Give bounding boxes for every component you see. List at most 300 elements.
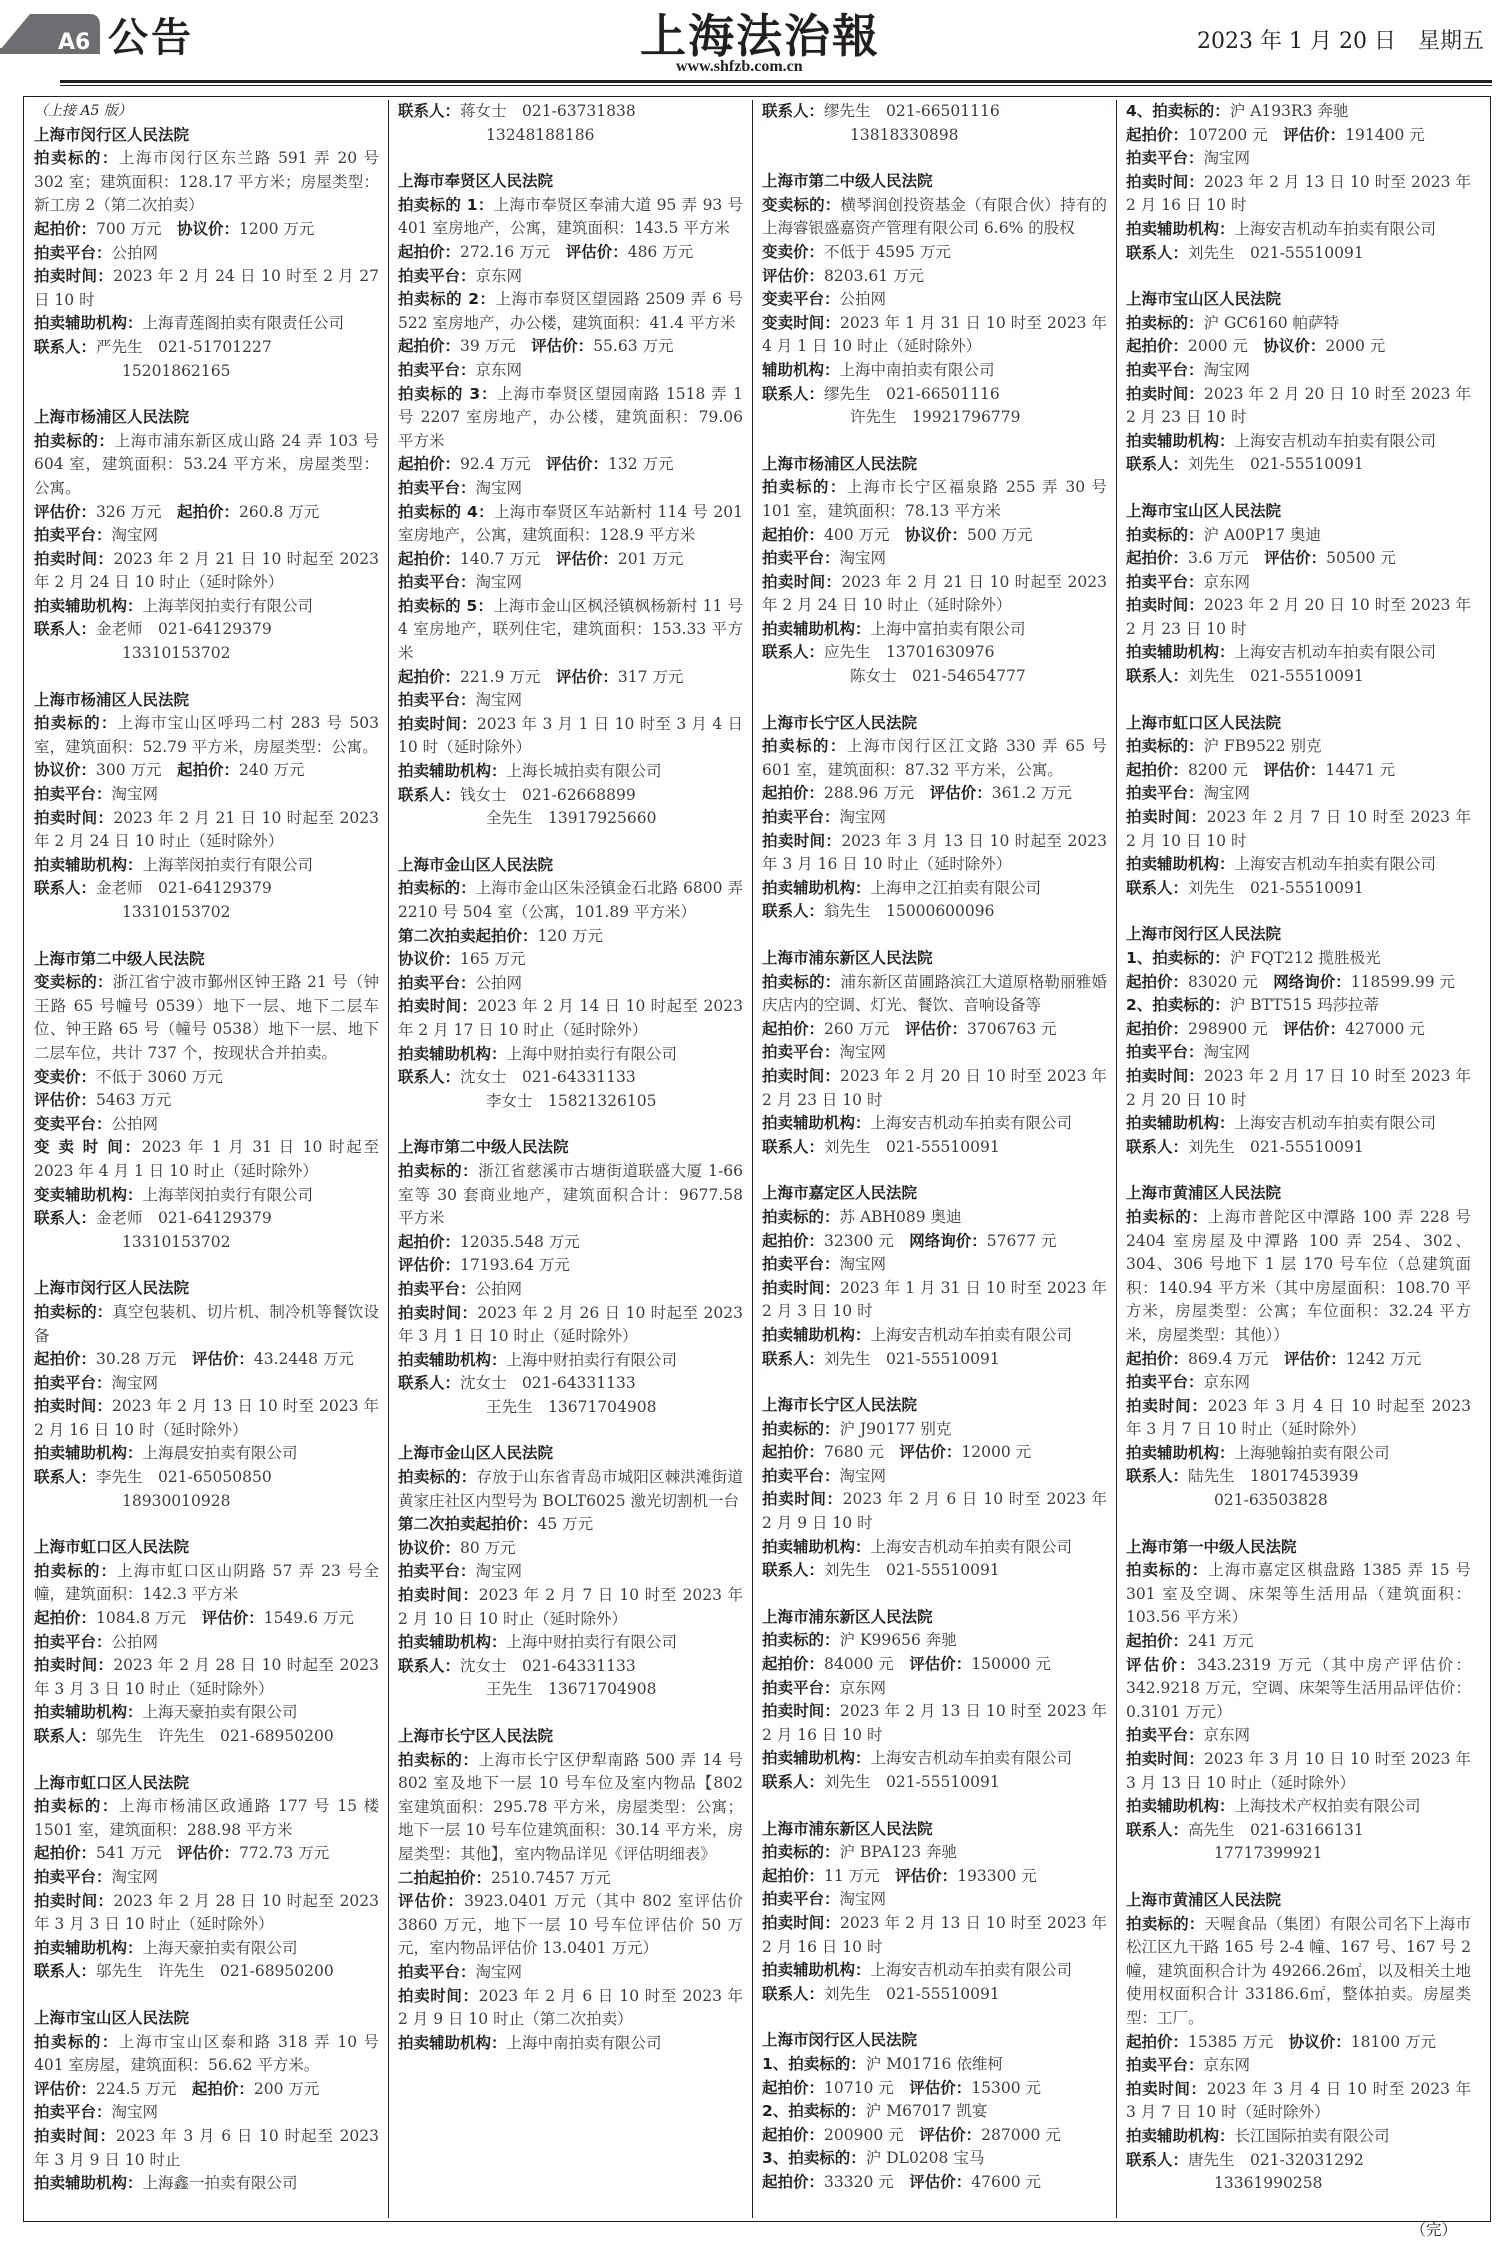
notice-line <box>762 1983 1107 2007</box>
notice-line <box>34 712 379 759</box>
court-name: 上海市杨浦区人民法院 <box>34 690 190 709</box>
notice-line <box>762 571 1107 618</box>
auction-notice <box>762 947 1107 1159</box>
notice-line <box>398 995 743 1042</box>
website-url[interactable]: www.shfzb.com.cn <box>676 58 803 75</box>
field-label: 拍卖平台： <box>762 1678 840 1697</box>
court-name: 上海市第二中级人民法院 <box>398 1138 569 1157</box>
field-label: 联系人： <box>34 1727 97 1745</box>
notice-line <box>1126 806 1471 853</box>
contact-extra: 17717399921 <box>1214 1844 1323 1863</box>
notice-line <box>762 1324 1107 1348</box>
field-label: 变卖时间： <box>762 313 841 332</box>
notice-line <box>762 1912 1107 1959</box>
field-value: 193300 元 <box>957 1866 1037 1885</box>
field-value: 淘宝网 <box>1203 149 1251 168</box>
field-label: 评估价： <box>919 2125 982 2144</box>
field-label: 拍卖标的： <box>398 1161 479 1180</box>
field-value: 存放于山东省青岛市城阳区棘洪滩街道黄家庄社区内型号为 BOLT6025 激光切割机一台 <box>398 1468 743 1510</box>
auction-notice <box>762 170 1107 430</box>
field-value: 沪 FQT212 揽胜极光 <box>1229 949 1381 967</box>
field-label: 拍卖标的： <box>1126 1914 1205 1933</box>
field-label: 拍卖平台： <box>762 1043 840 1062</box>
notice-line <box>398 1043 743 1067</box>
field-value: 2023 年 3 月 6 日 10 时起至 2023 年 3 月 9 日 10 时止 <box>34 2126 379 2169</box>
notice-line <box>398 666 743 690</box>
notice-line <box>1126 171 1471 218</box>
field-label: 评估价： <box>762 266 825 285</box>
notice-line <box>398 1160 743 1231</box>
field-value: 50500 元 <box>1326 549 1396 568</box>
field-label: 拍卖标的： <box>34 1561 118 1580</box>
notice-line <box>1126 1748 1471 1795</box>
field-value: 298900 元 <box>1188 1019 1284 1038</box>
field-label: 联系人： <box>1126 2150 1189 2169</box>
field-value: 上海申之江拍卖有限公司 <box>870 878 1042 897</box>
notice-line <box>34 1960 379 1984</box>
field-value: 5463 万元 <box>96 1091 172 1110</box>
field-value: 钱女士 021-62668899 <box>460 785 636 804</box>
notice-line <box>34 2078 379 2102</box>
field-value: 3923.0401 万元（其中 802 室评估价 3860 万元，地下一层 10 号车位评估价 50 万元，室内物品评估价 13.0401 万元） <box>398 1892 743 1958</box>
notice-line <box>1126 242 1471 266</box>
notice-line <box>762 735 1107 782</box>
field-label: 评估价： <box>1283 1349 1346 1368</box>
notice-line <box>1126 1842 1471 1866</box>
notice-line <box>762 641 1107 665</box>
notice-line <box>762 1230 1107 1254</box>
field-label: 拍卖平台： <box>34 243 112 262</box>
field-value: 上海中南拍卖有限公司 <box>839 360 995 379</box>
field-value: 公拍网 <box>111 243 159 262</box>
field-value: 2023 年 2 月 6 日 10 时至 2023 年 2 月 9 日 10 时 <box>762 1490 1107 1533</box>
field-label: 拍卖辅助机构： <box>762 1961 871 1980</box>
notice-line <box>1126 335 1471 359</box>
field-value: 45 万元 <box>537 1515 594 1534</box>
court-name: 上海市宝山区人民法院 <box>1126 290 1282 309</box>
field-value: 刘先生 021-55510091 <box>824 1349 1000 1368</box>
field-value: 刘先生 021-55510091 <box>1188 243 1364 262</box>
field-value: 2023 年 2 月 13 日 10 时至 2023 年 2 月 16 日 10 时（延时除外） <box>34 1397 379 1439</box>
notice-line <box>34 1490 379 1514</box>
notice-line <box>398 1985 743 2032</box>
field-label: 协议价： <box>177 219 240 238</box>
notice-line <box>398 784 743 808</box>
notice-line <box>1126 877 1471 901</box>
field-label: 拍卖平台： <box>1126 2056 1204 2075</box>
field-label: 拍卖辅助机构： <box>1126 1443 1235 1462</box>
field-value: 沪 A193R3 奔驰 <box>1229 102 1349 120</box>
field-label: 拍卖平台： <box>1126 149 1204 168</box>
court-name: 上海市黄浦区人民法院 <box>1126 1890 1282 1909</box>
notice-line <box>34 854 379 878</box>
auction-notice <box>762 2029 1107 2194</box>
field-value: 80 万元 <box>460 1538 516 1557</box>
court-name: 上海市嘉定区人民法院 <box>762 1184 918 1203</box>
field-value: 上海莘闵拍卖行有限公司 <box>142 855 314 874</box>
field-value: 2023 年 2 月 17 日 10 时至 2023 年 2 月 20 日 10 时 <box>1126 1066 1471 1109</box>
field-label: 拍卖平台： <box>34 526 112 545</box>
field-value: 李先生 021-65050850 <box>96 1468 272 1487</box>
auction-notice <box>34 689 379 925</box>
notice-line <box>762 2077 1107 2101</box>
column-divider <box>1116 100 1117 2218</box>
field-value: 上海中财拍卖行有限公司 <box>506 1044 678 1063</box>
notice-line <box>34 1842 379 1866</box>
notice-line <box>762 383 1107 407</box>
field-value: 47600 元 <box>971 2172 1042 2191</box>
notice-line <box>762 524 1107 548</box>
field-value: 3706763 元 <box>967 1019 1057 1038</box>
notice-line <box>1126 1489 1471 1513</box>
field-label: 拍卖时间： <box>398 997 478 1016</box>
field-value: 刘先生 021-55510091 <box>824 1984 1000 2003</box>
field-value: 132 万元 <box>607 455 674 474</box>
notice-line <box>1126 1724 1471 1748</box>
field-value: 700 万元 <box>96 219 178 238</box>
notice-line <box>34 877 379 901</box>
notice-line <box>762 782 1107 806</box>
field-value: 上海鑫一拍卖有限公司 <box>142 2174 298 2193</box>
field-value: 120 万元 <box>537 926 604 945</box>
field-label: 拍卖标的： <box>762 1419 840 1438</box>
court-name: 上海市浦东新区人民法院 <box>762 949 933 967</box>
field-label: 拍卖平台： <box>762 1890 840 1909</box>
notice-line <box>762 806 1107 830</box>
notice-line <box>762 665 1107 689</box>
field-value: 2023 年 2 月 13 日 10 时至 2023 年 2 月 16 日 10 时 <box>762 1702 1107 1744</box>
auction-notice <box>762 712 1107 924</box>
field-label: 拍卖标的： <box>1126 1561 1209 1580</box>
field-value: 公拍网 <box>839 290 887 309</box>
field-value: 7680 元 <box>824 1443 900 1462</box>
field-label: 起拍价： <box>1126 1632 1189 1651</box>
field-value: 15385 万元 <box>1188 2032 1289 2051</box>
notice-line <box>34 1937 379 1961</box>
notice-line <box>1126 2172 1471 2196</box>
field-label: 拍卖辅助机构： <box>762 1537 871 1556</box>
notice-line <box>398 1867 743 1891</box>
field-label: 拍卖平台： <box>1126 572 1204 591</box>
field-label: 拍卖平台： <box>1126 1726 1204 1745</box>
field-label: 拍卖时间： <box>34 267 114 286</box>
contact-extra: 021-63503828 <box>1214 1491 1328 1510</box>
notice-line <box>34 901 379 925</box>
field-value: 200900 元 <box>824 2125 920 2144</box>
field-value: 84000 元 <box>824 1655 910 1674</box>
court-name: 上海市金山区人民法院 <box>398 855 554 874</box>
field-value: 横琴润创投资基金（有限合伙）持有的上海睿银盛嘉资产管理有限公司 6.6% 的股权 <box>762 195 1107 238</box>
notice-line <box>398 477 743 501</box>
field-value: 2023 年 3 月 1 日 10 时至 3 月 4 日 10 时（延时除外） <box>398 714 743 757</box>
field-label: 拍卖辅助机构： <box>34 855 143 874</box>
field-label: 拍卖标的 5： <box>398 596 494 615</box>
field-value: 沪 M67017 凯宴 <box>865 2102 988 2121</box>
field-label: 协议价： <box>905 525 968 544</box>
field-label: 联系人： <box>34 1468 97 1487</box>
notice-line <box>398 1890 743 1961</box>
auction-notice <box>34 124 379 384</box>
field-value: 191400 元 <box>1345 125 1425 144</box>
field-value: 上海市奉贤区望园南路 1518 弄 1 号 2207 室房地产，办公楼，建筑面积：79.06 平方米 <box>398 384 744 450</box>
notice-line <box>34 360 379 384</box>
auction-notice <box>34 2007 379 2196</box>
field-value: 33320 元 <box>824 2172 910 2191</box>
field-label: 拍卖时间： <box>1126 1396 1208 1415</box>
notice-line <box>398 1678 743 1702</box>
field-label: 拍卖平台： <box>762 1255 840 1274</box>
field-label: 评估价： <box>1283 1019 1346 1038</box>
field-value: 沪 J90177 别克 <box>839 1419 952 1438</box>
notice-line <box>34 548 379 595</box>
field-label: 评估价： <box>909 2172 972 2191</box>
field-label: 二拍起拍价： <box>398 1868 492 1887</box>
field-value: 翁先生 15000600096 <box>824 902 995 921</box>
field-label: 评估价： <box>899 1443 962 1462</box>
field-label: 拍卖辅助机构： <box>34 2174 143 2193</box>
field-value: 2023 年 3 月 10 日 10 时至 2023 年 3 月 13 日 10 时止（延时除外） <box>1126 1750 1471 1792</box>
field-value: 2023 年 2 月 20 日 10 时至 2023 年 2 月 23 日 10 时 <box>1126 596 1471 638</box>
column-divider <box>752 100 753 2218</box>
field-label: 联系人： <box>762 1561 825 1580</box>
field-value: 上海安吉机动车拍卖有限公司 <box>1234 1114 1437 1133</box>
field-label: 拍卖标的： <box>762 478 847 497</box>
field-value: 39 万元 <box>460 337 532 356</box>
field-value: 224.5 万元 <box>96 2079 192 2098</box>
field-label: 变卖平台： <box>34 1114 112 1133</box>
auction-notice <box>762 100 1107 147</box>
field-value: 淘宝网 <box>475 1562 523 1581</box>
auction-notice <box>398 100 743 147</box>
field-value: 221.9 万元 <box>460 667 556 686</box>
field-value: 10710 元 <box>824 2078 910 2097</box>
notice-line <box>34 1089 379 1113</box>
field-value: 2023 年 2 月 28 日 10 时起至 2023 年 3 月 3 日 10 时止（延时除外） <box>34 1656 379 1698</box>
notice-line <box>762 2100 1107 2124</box>
contact-extra: 15201862165 <box>122 361 231 380</box>
field-value: 107200 元 <box>1188 125 1284 144</box>
field-label: 评估价： <box>177 1844 240 1863</box>
field-label: 变卖价： <box>762 242 825 261</box>
notice-line <box>1126 594 1471 641</box>
field-value: 150000 元 <box>971 1655 1051 1674</box>
field-value: 邬先生 许先生 021-68950200 <box>96 1727 334 1745</box>
notice-line <box>762 1465 1107 1489</box>
notice-line <box>1126 735 1471 759</box>
auction-notice <box>1126 500 1471 689</box>
field-label: 评估价： <box>905 1019 968 1038</box>
auction-notice <box>398 1725 743 2055</box>
field-label: 联系人： <box>1126 455 1189 474</box>
field-value: 2023 年 2 月 26 日 10 时起至 2023 年 3 月 1 日 10 时止（延时除外） <box>398 1303 743 1346</box>
field-label: 评估价： <box>398 1256 461 1275</box>
field-label: 拍卖辅助机构： <box>398 1044 507 1063</box>
field-value: 288.96 万元 <box>824 784 930 803</box>
court-name: 上海市虹口区人民法院 <box>34 1538 190 1557</box>
field-value: 2023 年 1 月 31 日 10 时至 2023 年 2 月 3 日 10 时 <box>762 1278 1107 1321</box>
notice-line <box>398 1066 743 1090</box>
field-value: 2023 年 2 月 7 日 10 时至 2023 年 2 月 10 日 10 时止（延时除外） <box>398 1586 743 1628</box>
field-value: 上海市普陀区中潭路 100 弄 228 号 2404 室房屋及中潭路 100 弄 254、302、304、306 号地下 1 层 170 号车位（总建筑面积：140.94 平方米（其中房屋面积：108.70 平方米，房屋类型：公寓；车位面积：32.24 平方米，房屋类型：其他）） <box>1126 1207 1471 1344</box>
column-4 <box>1126 100 1471 2239</box>
field-label: 起拍价： <box>1126 760 1189 779</box>
field-value: 上海技术产权拍卖有限公司 <box>1234 1797 1421 1816</box>
auction-notice <box>34 948 379 1255</box>
field-value: 2023 年 3 月 4 日 10 时起至 2023 年 3 月 7 日 10 时止（延时除外） <box>1126 1396 1471 1439</box>
field-label: 起拍价： <box>398 337 461 356</box>
notice-line <box>398 359 743 383</box>
notice-line <box>34 1207 379 1231</box>
notice-line <box>398 571 743 595</box>
field-label: 拍卖标的： <box>1126 525 1204 544</box>
field-value: 上海莘闵拍卖行有限公司 <box>142 596 314 615</box>
field-label: 拍卖辅助机构： <box>1126 643 1235 662</box>
notice-line <box>34 1866 379 1890</box>
field-value: 2023 年 2 月 14 日 10 时起至 2023 年 2 月 17 日 10 时止（延时除外） <box>398 997 743 1039</box>
field-label: 拍卖标的： <box>34 149 119 168</box>
field-value: 427000 元 <box>1345 1019 1425 1038</box>
field-value: 201 万元 <box>617 549 684 568</box>
field-value: 1084.8 万元 <box>96 1609 202 1628</box>
field-value: 上海晨安拍卖有限公司 <box>142 1444 298 1463</box>
notice-line <box>1126 1654 1471 1725</box>
notice-line <box>762 1112 1107 1136</box>
field-label: 评估价： <box>34 502 97 521</box>
auction-notice <box>1126 1536 1471 1866</box>
field-value: 沪 GC6160 帕萨特 <box>1203 313 1340 332</box>
field-value: 公拍网 <box>475 1279 523 1298</box>
field-value: 上海中富拍卖有限公司 <box>870 619 1026 638</box>
field-value: 200 万元 <box>253 2079 320 2098</box>
field-value: 上海安吉机动车拍卖有限公司 <box>870 1325 1073 1344</box>
field-label: 拍卖辅助机构： <box>34 1938 143 1957</box>
field-label: 联系人： <box>398 785 461 804</box>
field-value: 287000 元 <box>981 2125 1061 2144</box>
field-value: 上海中南拍卖有限公司 <box>506 2033 662 2052</box>
auction-notice <box>1126 923 1471 1159</box>
field-label: 网络询价： <box>1273 972 1351 991</box>
field-label: 变卖辅助机构： <box>34 1185 143 1204</box>
field-label: 拍卖辅助机构： <box>762 1114 871 1133</box>
notice-line <box>762 1253 1107 1277</box>
field-value: 上海市奉贤区望园路 2509 弄 6 号 522 室房地产，办公楼，建筑面积：41.4 平方米 <box>398 290 743 332</box>
field-value: 真空包装机、切片机、制冷机等餐饮设备 <box>34 1302 379 1345</box>
field-value: 沪 BTT515 玛莎拉蒂 <box>1229 996 1380 1015</box>
field-label: 起拍价： <box>34 1609 97 1628</box>
field-value: 8203.61 万元 <box>824 266 925 285</box>
field-value: 刘先生 021-55510091 <box>824 1137 1000 1156</box>
notice-line <box>34 1795 379 1842</box>
header-rule-thin <box>60 85 1492 86</box>
field-value: 上海市长宁区福泉路 255 弄 30 号 101 室，建筑面积：78.13 平方米 <box>762 478 1107 520</box>
field-value: 上海安吉机动车拍卖有限公司 <box>1234 219 1437 238</box>
notice-line <box>34 759 379 783</box>
field-label: 起拍价： <box>762 1655 825 1674</box>
field-value: 上海天豪拍卖有限公司 <box>142 1703 298 1722</box>
field-label: 拍卖平台： <box>398 478 476 497</box>
field-label: 拍卖时间： <box>34 1891 114 1910</box>
field-value: 2023 年 1 月 31 日 10 时至 2023 年 4 月 1 日 10 时止（延时除外） <box>762 313 1107 356</box>
notice-line <box>1126 2149 1471 2173</box>
field-label: 联系人： <box>1126 667 1189 686</box>
field-label: 拍卖辅助机构： <box>1126 2126 1235 2145</box>
notice-line <box>398 1749 743 1867</box>
field-label: 协议价： <box>1263 337 1326 356</box>
field-value: 2023 年 2 月 20 日 10 时至 2023 年 2 月 23 日 10 时 <box>762 1066 1107 1109</box>
notice-line <box>398 288 743 335</box>
field-label: 变卖平台： <box>762 290 840 309</box>
notice-line <box>1126 853 1471 877</box>
field-label: 拍卖时间： <box>34 808 114 827</box>
field-label: 拍卖平台： <box>398 1962 476 1981</box>
field-value: 83020 元 <box>1188 972 1274 991</box>
field-label: 拍卖平台： <box>398 1562 476 1581</box>
field-value: 上海天豪拍卖有限公司 <box>142 1938 298 1957</box>
field-label: 拍卖辅助机构： <box>34 596 143 615</box>
field-label: 拍卖标的： <box>34 2032 119 2051</box>
field-label: 拍卖辅助机构： <box>398 2033 507 2052</box>
field-label: 联系人： <box>398 102 461 120</box>
field-label: 起拍价： <box>762 1019 825 1038</box>
field-label: 拍卖标的 2： <box>398 290 496 309</box>
field-value: 浦东新区苗圃路滨江大道原格勒丽雅婚庆店内的空调、灯光、餐饮、音响设备等 <box>762 972 1107 1015</box>
field-value: 京东网 <box>1203 1726 1251 1745</box>
field-value: 苏 ABH089 奥迪 <box>839 1207 962 1226</box>
notice-line <box>34 524 379 548</box>
field-value: 蒋女士 021-63731838 <box>460 102 636 120</box>
field-label: 起拍价： <box>762 2125 825 2144</box>
field-value: 241 万元 <box>1188 1632 1254 1651</box>
field-label: 起拍价： <box>762 784 825 803</box>
notice-line <box>762 1841 1107 1865</box>
notice-line <box>762 971 1107 1018</box>
notice-line <box>1126 1371 1471 1395</box>
field-label: 评估价： <box>1283 125 1346 144</box>
notice-line <box>398 1396 743 1420</box>
header-rule <box>60 80 1492 83</box>
field-value: 772.73 万元 <box>239 1844 330 1863</box>
notice-line <box>398 1302 743 1349</box>
field-value: 上海安吉机动车拍卖有限公司 <box>1234 855 1437 874</box>
field-value: 刘先生 021-55510091 <box>824 1561 1000 1580</box>
field-value: 淘宝网 <box>111 785 159 804</box>
notice-line <box>1126 147 1471 171</box>
field-label: 拍卖辅助机构： <box>1126 1797 1235 1816</box>
field-label: 起拍价： <box>1126 549 1189 568</box>
notice-line <box>762 1700 1107 1747</box>
column-1 <box>34 100 379 2218</box>
field-value: 不低于 3060 万元 <box>96 1067 223 1086</box>
field-value: 淘宝网 <box>475 573 523 592</box>
field-value: 京东网 <box>475 266 523 285</box>
notice-line <box>1126 524 1471 548</box>
field-value: 2023 年 2 月 21 日 10 时起至 2023 年 2 月 24 日 10 时止（延时除外） <box>34 549 379 592</box>
field-value: 2000 元 <box>1188 337 1264 356</box>
field-value: 上海市长宁区伊犁南路 500 弄 14 号 802 室及地下一层 10 号车位及室内物品【802 室建筑面积：295.78 平方米，房屋类型：公寓；地下一层 10 号车位建筑面积：30.14 平方米，房屋类型：其他】，室内物品详见《评估明细表》 <box>398 1750 743 1863</box>
field-value: 2023 年 2 月 13 日 10 时至 2023 年 2 月 16 日 10 时 <box>762 1913 1107 1956</box>
field-label: 拍卖时间： <box>1126 1066 1205 1085</box>
field-label: 拍卖辅助机构： <box>762 878 871 897</box>
notice-line <box>1126 1348 1471 1372</box>
auction-notice <box>1126 1889 1471 2196</box>
contact-extra: 13310153702 <box>122 644 231 663</box>
field-value: 上海市金山区枫泾镇枫杨新村 11 号 4 室房地产，联列住宅，建筑面积：153.33 平方米 <box>398 596 743 663</box>
field-label: 拍卖辅助机构： <box>762 619 871 638</box>
notice-line <box>398 1537 743 1561</box>
field-value: 上海安吉机动车拍卖有限公司 <box>870 1961 1073 1980</box>
field-label: 拍卖标的： <box>762 737 847 756</box>
field-value: 淘宝网 <box>475 691 523 710</box>
